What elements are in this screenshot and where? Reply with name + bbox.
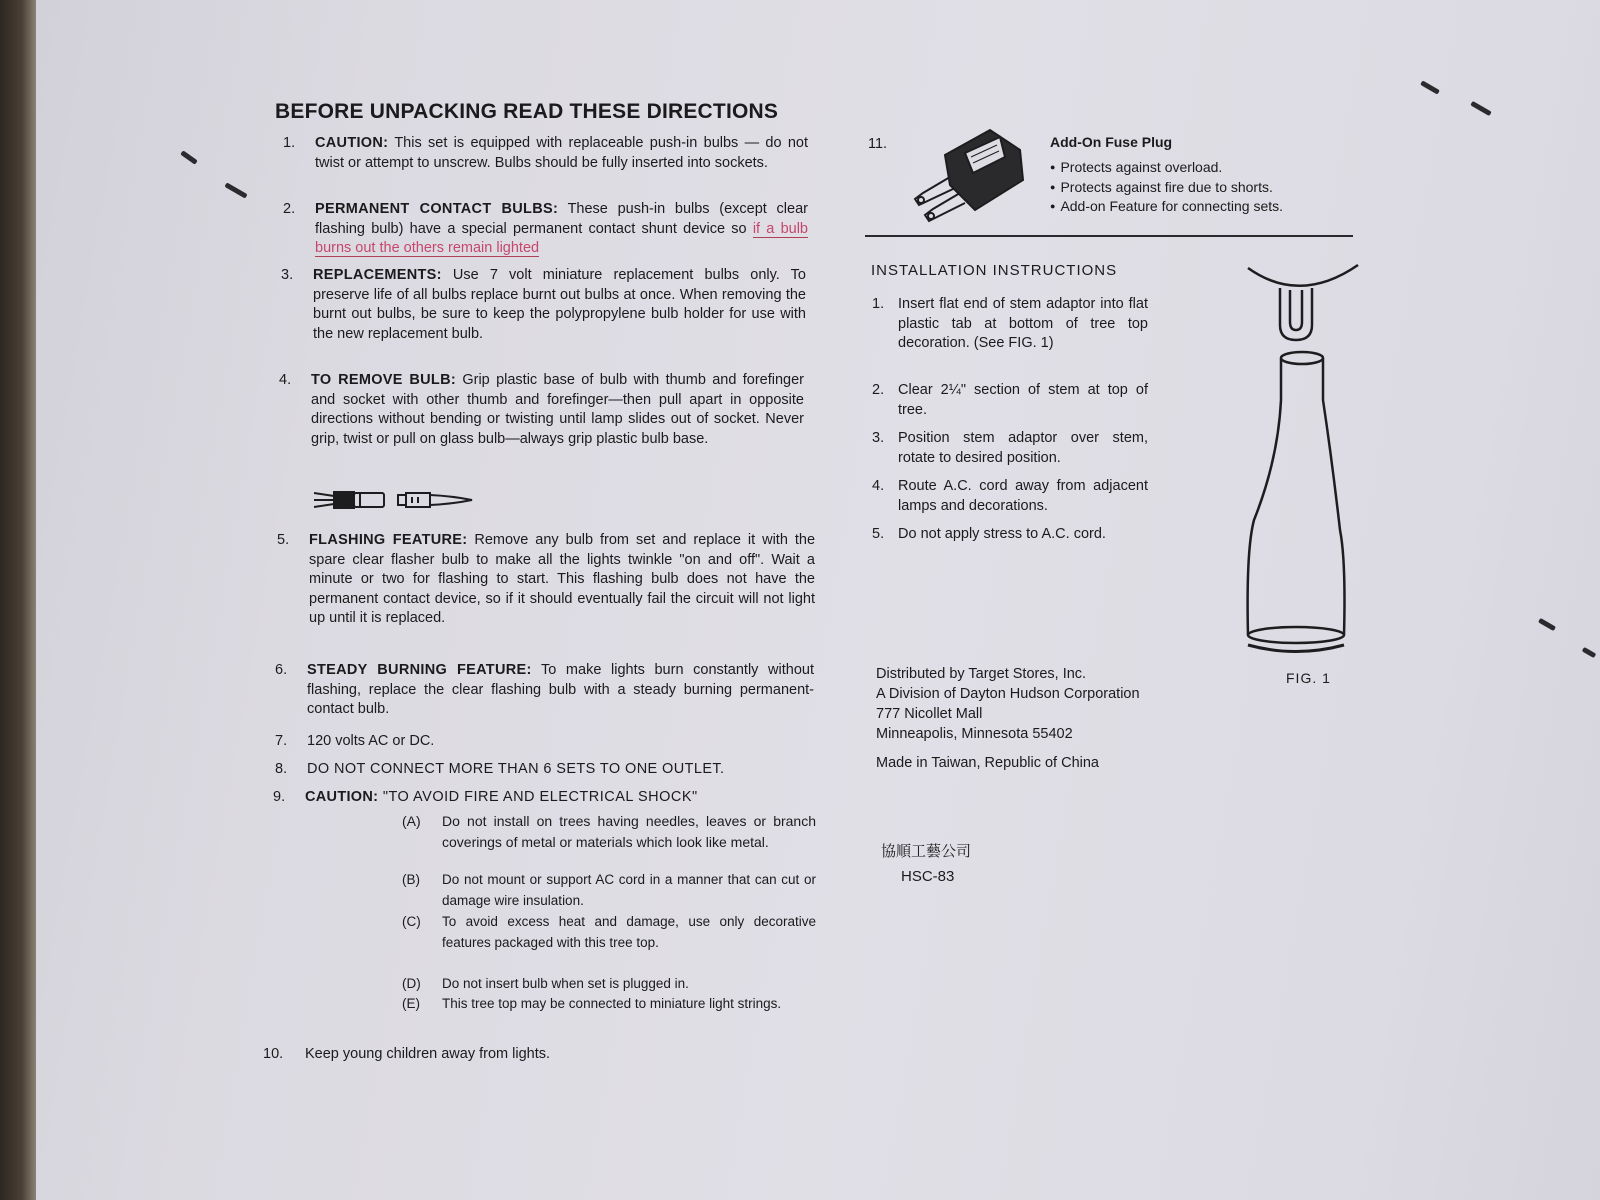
item-title: STEADY BURNING FEATURE: (307, 662, 532, 678)
item-text (305, 788, 825, 808)
item-text (315, 134, 808, 173)
item-title: PERMANENT CONTACT BULBS: (315, 201, 559, 217)
step-text: Route A.C. cord away from adjacent lamps and decorations. (898, 478, 1148, 514)
item-number: 2. (283, 201, 296, 217)
item-text (315, 200, 808, 259)
step-text: Do not apply stress to A.C. cord. (898, 526, 1106, 542)
item-title: REPLACEMENTS: (313, 267, 442, 283)
subitem-label: (C) (402, 914, 421, 929)
step-number: 4. (872, 478, 885, 494)
subitem-label: (B) (402, 872, 420, 887)
bulb-removal-illustration (312, 487, 477, 513)
subitem-text: This tree top may be connected to miniature light strings. (442, 996, 782, 1011)
item-body: Keep young children away from lights. (305, 1046, 551, 1062)
item-title: TO REMOVE BULB: (311, 372, 456, 388)
step-number: 2. (872, 382, 885, 398)
subitem-label: (E) (402, 996, 420, 1011)
item-number: 4. (279, 372, 292, 388)
item-number: 5. (277, 532, 290, 548)
list-item: ● Protects against overload. (1050, 158, 1283, 178)
highlighted-text: if a bulb burns out the others remain lighted (315, 220, 808, 256)
fuse-plug-illustration (905, 125, 1035, 225)
list-item: ● Protects against fire due to shorts. (1050, 178, 1283, 198)
fuse-plug-title: Add-On Fuse Plug (1050, 134, 1173, 150)
item-text (313, 266, 806, 344)
table-edge (0, 0, 36, 1200)
item-text (311, 371, 804, 449)
stem-adaptor-figure (1240, 260, 1365, 660)
item-body: Grip plastic base of bulb with thumb and forefinger and socket with other thumb and forefinger—then pull apart in opposite directions without bending or twisting until lamp slides out of socket. Never grip, twist or pull on glass bulb—always grip plastic bulb base. (311, 372, 805, 447)
item-number: 11. (868, 136, 888, 152)
item-text (305, 1045, 798, 1065)
maker-name: 協順工藝公司 (881, 842, 972, 860)
item-number: 10. (263, 1046, 284, 1062)
page-title: BEFORE UNPACKING READ THESE DIRECTIONS (275, 100, 779, 123)
divider (865, 235, 1353, 237)
subitem-label: (D) (402, 976, 421, 991)
step-number: 3. (872, 430, 885, 446)
figure-label: FIG. 1 (1286, 670, 1331, 686)
step-number: 5. (872, 526, 885, 542)
item-body: Use 7 volt miniature replacement bulbs only. To preserve life of all bulbs replace burnt out bulbs at once. When removing the burnt out bulbs, be sure to keep the polypropylene bulb holder for use with the new replacement bulb. (313, 267, 806, 342)
item-body: 120 volts AC or DC. (307, 733, 435, 749)
item-body: These push-in bulbs (except clear flashing bulb) have a special permanent contact shunt device so (315, 201, 808, 237)
fuse-plug-features (1050, 158, 1283, 217)
list-item: ● Add-on Feature for connecting sets. (1050, 197, 1283, 217)
model-number: HSC-83 (901, 868, 955, 885)
subitem-text: To avoid excess heat and damage, use only decorative features packaged with this tree top. (442, 914, 816, 950)
item-title: FLASHING FEATURE: (309, 532, 468, 548)
item-number: 7. (275, 733, 288, 749)
distributor-line: 777 Nicollet Mall (876, 706, 983, 722)
step-text: Position stem adaptor over stem, rotate to desired position. (898, 430, 1148, 466)
item-body: DO NOT CONNECT MORE THAN 6 SETS TO ONE OUTLET. (307, 761, 725, 777)
item-number: 8. (275, 761, 288, 777)
step-number: 1. (872, 296, 885, 312)
instruction-sheet (36, 0, 1600, 1200)
item-body: Remove any bulb from set and replace it with the spare clear flasher bulb to make all the lights twinkle "on and off". Wait a minute or two for flashing to start. This flashing bulb does not have the permanent contact device, so if it should eventually fail the circuit will not light up until it is replaced. (309, 532, 816, 626)
item-body: To make lights burn constantly without flashing, replace the clear flashing bulb with a steady burning permanent-contact bulb. (307, 662, 814, 717)
item-text (307, 760, 827, 780)
step-text: Clear 2¼" section of stem at top of tree. (898, 382, 1148, 418)
step-text: Insert flat end of stem adaptor into flat plastic tab at bottom of tree top decoration. (See FIG. 1) (898, 296, 1148, 351)
item-text (309, 531, 815, 629)
item-body: "TO AVOID FIRE AND ELECTRICAL SHOCK" (382, 789, 698, 805)
item-number: 6. (275, 662, 288, 678)
item-body: This set is equipped with replaceable push-in bulbs — do not twist or attempt to unscrew. Bulbs should be fully inserted into sockets. (315, 135, 808, 171)
item-title: CAUTION: (315, 135, 389, 151)
item-title: CAUTION: (305, 789, 379, 805)
subitem-text: Do not mount or support AC cord in a manner that can cut or damage wire insulation. (442, 872, 816, 908)
item-text (307, 732, 800, 752)
distributor-line: Minneapolis, Minnesota 55402 (876, 726, 1073, 742)
subitem-text: Do not insert bulb when set is plugged in. (442, 976, 689, 991)
item-number: 1. (283, 135, 296, 151)
subitem-label: (A) (402, 813, 421, 829)
installation-title: INSTALLATION INSTRUCTIONS (871, 262, 1118, 279)
item-text (307, 661, 814, 720)
origin-line: Made in Taiwan, Republic of China (876, 755, 1100, 771)
item-number: 3. (281, 267, 294, 283)
distributor-line: A Division of Dayton Hudson Corporation (876, 686, 1140, 702)
distributor-info (876, 664, 1140, 773)
distributor-line: Distributed by Target Stores, Inc. (876, 666, 1087, 682)
item-number: 9. (273, 789, 286, 805)
subitem-text: Do not install on trees having needles, leaves or branch coverings of metal or materials which look like metal. (442, 813, 816, 850)
